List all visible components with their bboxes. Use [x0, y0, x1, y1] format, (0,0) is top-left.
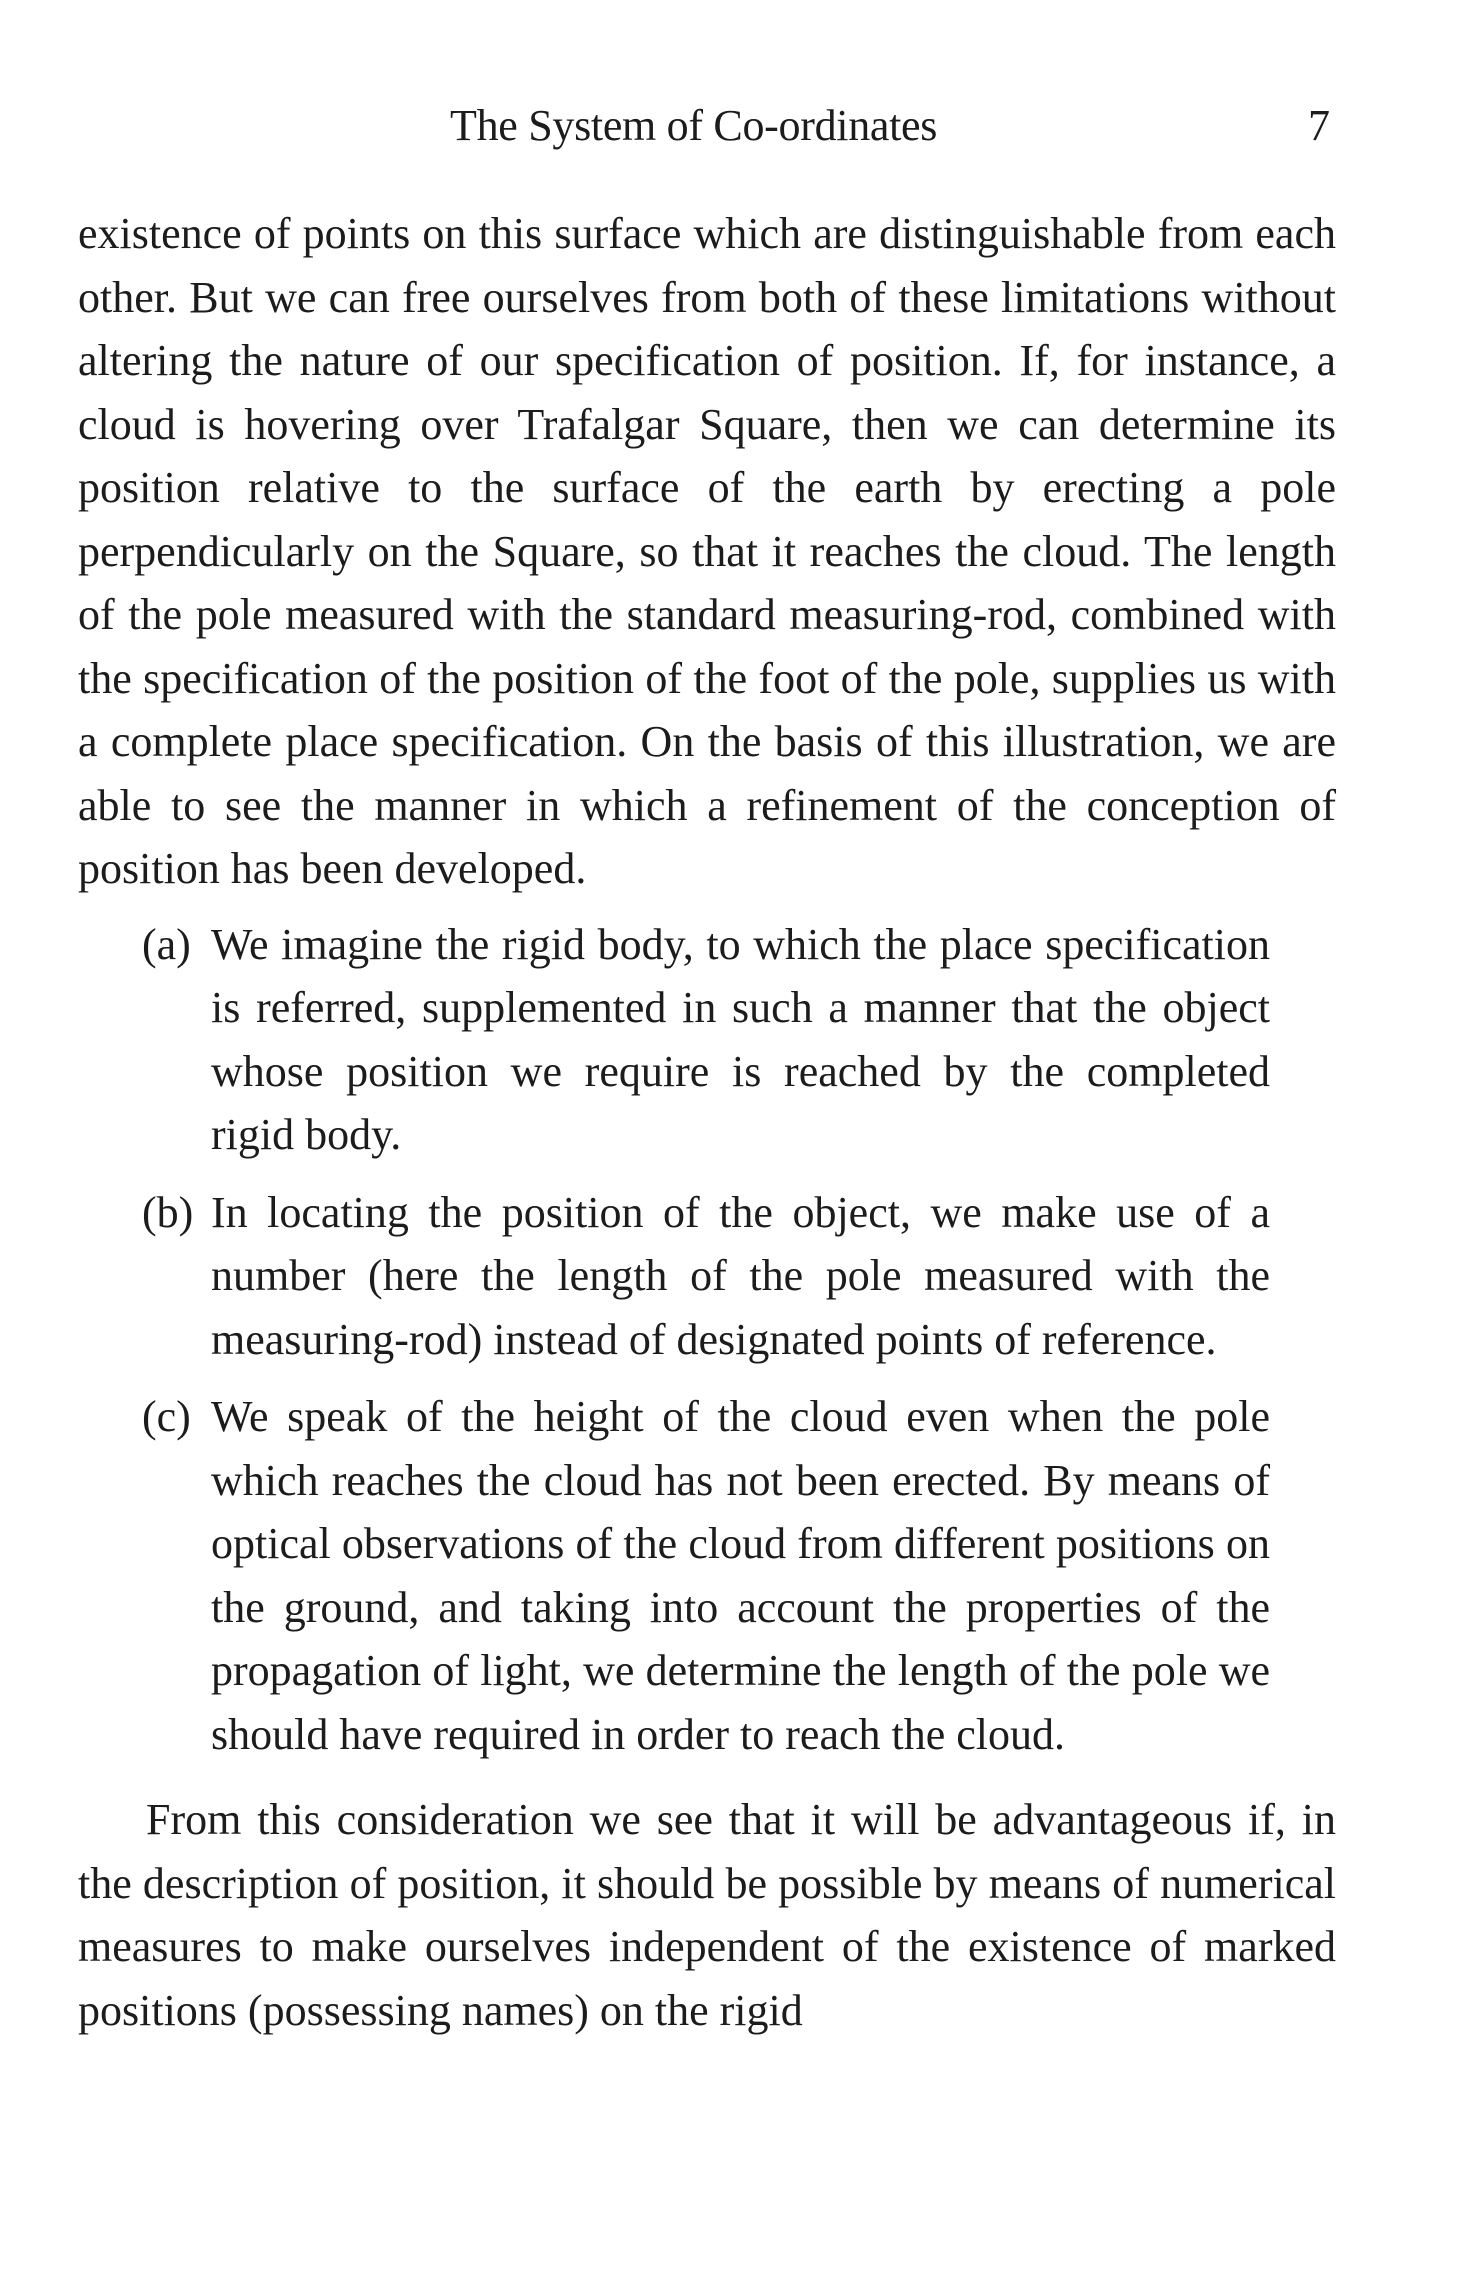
- list-text-c: We speak of the height of the cloud even when the pole which reaches the cloud has not been erected. By means of optical observations of the cloud from different positions on the ground, and taking into account the properties of the propagation of light, we determine the length of the pole we should have required in order to reach the cloud.: [211, 1392, 1270, 1759]
- paragraph-continued: existence of points on this surface which are distinguishable from each other. But we can free ourselves from both of these limitations without altering the nature of our specification of position. If, for instance, a cloud is hovering over Trafalgar Square, then we can determine its position relative to the surface of the earth by erecting a pole perpendicularly on the Square, so that it reaches the cloud. The length of the pole measured with the standard measuring-rod, combined with the specification of the position of the foot of the pole, supplies us with a complete place specification. On the basis of this illustration, we are able to see the manner in which a refinement of the conception of position has been developed.: [78, 209, 1336, 893]
- list-item-b: [142, 1181, 1270, 1372]
- list-marker-a: (a): [142, 919, 191, 969]
- list-item-c: [142, 1385, 1270, 1766]
- page-number: 7: [1308, 101, 1330, 150]
- list-text-b: In locating the position of the object, we make use of a number (here the length of the pole measured with the measuring-rod) instead of designated points of reference.: [211, 1187, 1270, 1364]
- body-text: [78, 202, 1336, 2042]
- paragraph-new: From this consideration we see that it will be advantageous if, in the description of position, it should be possible by means of numerical measures to make ourselves independent of the existence of marked positions (possessing names) on the rigid: [78, 1795, 1336, 2035]
- running-title: The System of Co-ordinates: [450, 101, 938, 150]
- list-text-a: We imagine the rigid body, to which the place specification is referred, supplemented in such a manner that the object whose position we require is reached by the completed rigid body.: [211, 919, 1270, 1159]
- list-marker-b: (b): [142, 1187, 194, 1237]
- list-marker-c: (c): [142, 1392, 191, 1441]
- running-head: [0, 100, 1461, 160]
- enumerated-list: [78, 913, 1336, 1767]
- list-item-a: [142, 913, 1270, 1167]
